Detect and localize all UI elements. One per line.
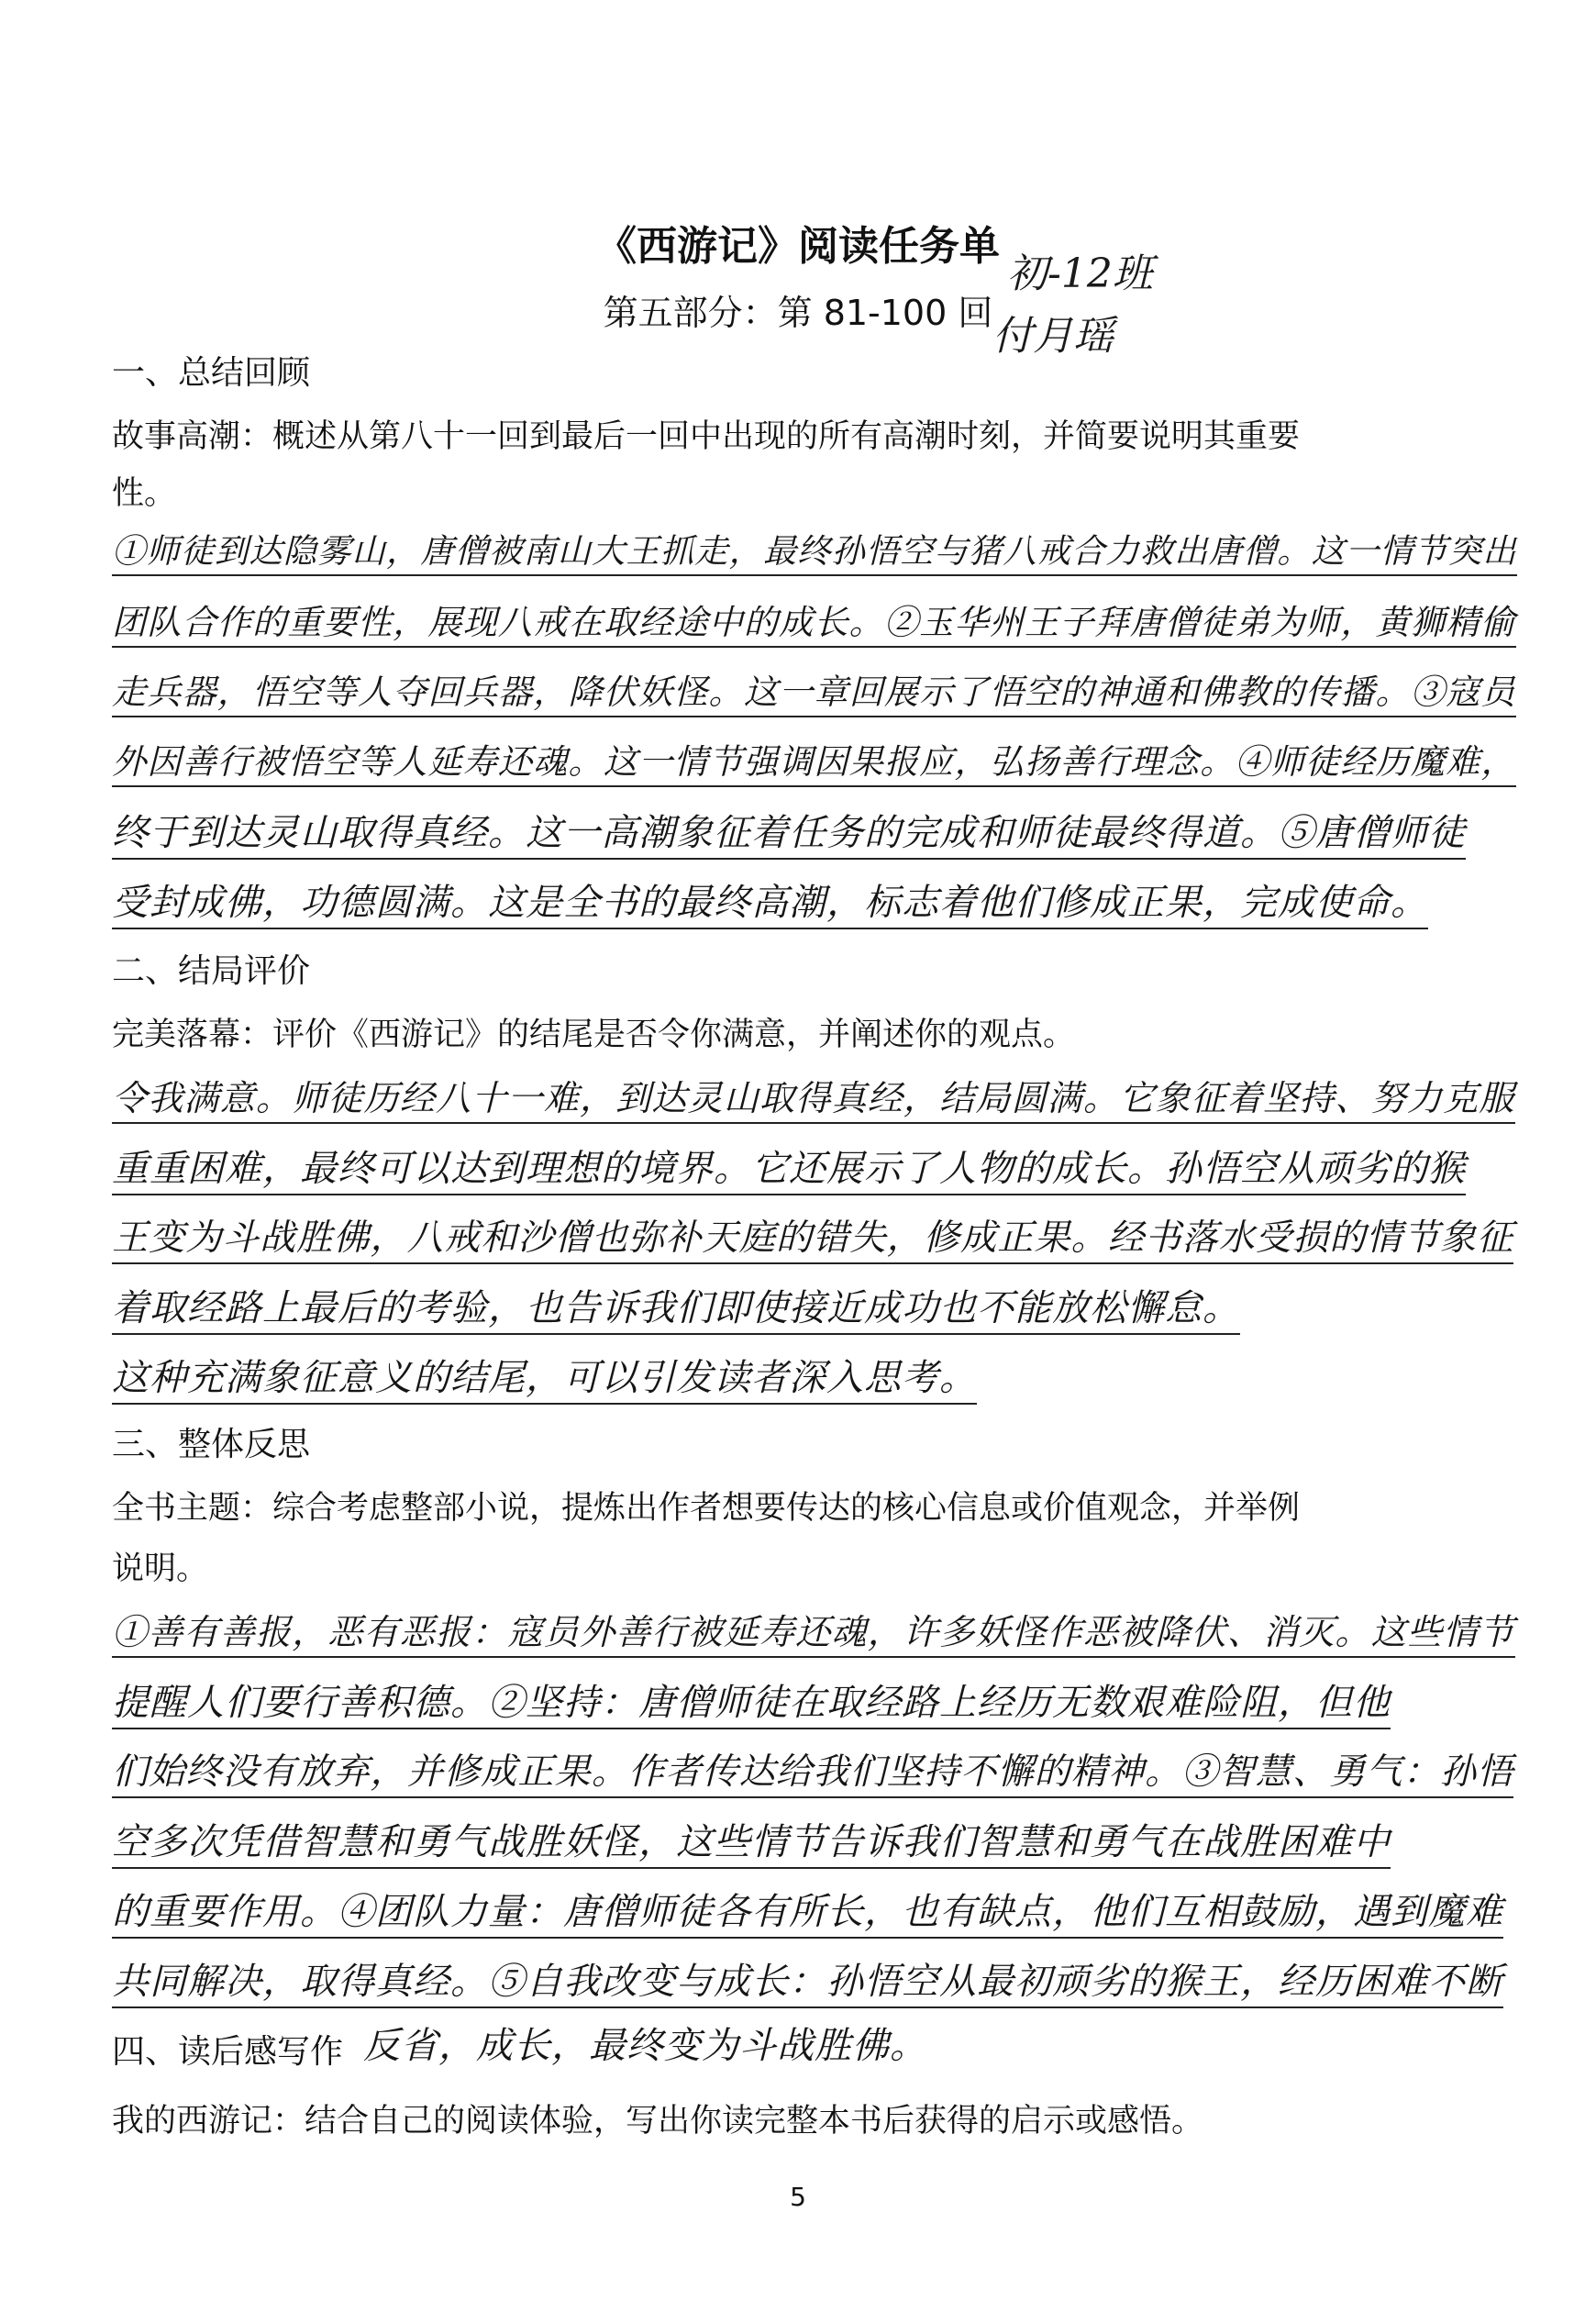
section2-prompt: 完美落幕：评价《西游记》的结尾是否令你满意，并阐述你的观点。 (112, 1017, 1076, 1053)
section3-answer-line: 提醒人们要行善积德。②坚持：唐僧师徒在取经路上经历无数艰难险阻，但他 (112, 1673, 1391, 1729)
student-name: 付月瑶 (992, 313, 1114, 360)
section3-prompt-line2: 说明。 (112, 1551, 209, 1587)
section2-answer-line: 重重困难，最终可以达到理想的境界。它还展示了人物的成长。孙悟空从顽劣的猴 (112, 1139, 1466, 1195)
section2-answer-line: 令我满意。师徒历经八十一难，到达灵山取得真经，结局圆满。它象征着坚持、努力克服 (112, 1070, 1515, 1124)
page-title: 《西游记》阅读任务单 (596, 223, 1000, 270)
page-number: 5 (790, 2182, 806, 2212)
section3-answer-line: 的重要作用。④团队力量：唐僧师徒各有所长，也有缺点，他们互相鼓励，遇到魔难 (112, 1883, 1503, 1939)
section3-answer-line: ①善有善报，恶有恶报：寇员外善行被延寿还魂，许多妖怪作恶被降伏、消灭。这些情节 (112, 1604, 1515, 1658)
section4-prompt: 我的西游记：结合自己的阅读体验，写出你读完整本书后获得的启示或感悟。 (112, 2103, 1204, 2140)
section3-answer-line: 们始终没有放弃，并修成正果。作者传达给我们坚持不懈的精神。③智慧、勇气：孙悟 (112, 1743, 1513, 1798)
section1-prompt-line1: 故事高潮：概述从第八十一回到最后一回中出现的所有高潮时刻，并简要说明其重要 (112, 418, 1301, 455)
section1-answer-line: 走兵器，悟空等人夺回兵器，降伏妖怪。这一章回展示了悟空的神通和佛教的传播。③寇员 (112, 664, 1516, 717)
section2-answer-line: 这种充满象征意义的结尾，可以引发读者深入思考。 (112, 1349, 977, 1405)
section3-answer-line: 共同解决，取得真经。⑤自我改变与成长：孙悟空从最初顽劣的猴王，经历困难不断 (112, 1952, 1503, 2008)
section2-heading: 二、结局评价 (112, 952, 311, 990)
section3-answer-line: 空多次凭借智慧和勇气战胜妖怪，这些情节告诉我们智慧和勇气在战胜困难中 (112, 1813, 1391, 1869)
section4-heading: 四、读后感写作 (112, 2033, 344, 2071)
section1-answer-line: ①师徒到达隐雾山，唐僧被南山大王抓走，最终孙悟空与猪八戒合力救出唐僧。这一情节突出 (112, 525, 1517, 576)
section1-answer-line: 团队合作的重要性，展现八戒在取经途中的成长。②玉华州王子拜唐僧徒弟为师，黄狮精偷 (112, 595, 1516, 648)
section1-answer-line: 终于到达灵山取得真经。这一高潮象征着任务的完成和师徒最终得道。⑤唐僧师徒 (112, 804, 1466, 860)
section3-heading: 三、整体反思 (112, 1426, 311, 1463)
section2-answer-line: 王变为斗战胜佛，八戒和沙僧也弥补天庭的错失，修成正果。经书落水受损的情节象征 (112, 1209, 1513, 1264)
section1-answer-line: 受封成佛，功德圆满。这是全书的最终高潮，标志着他们修成正果，完成使命。 (112, 873, 1428, 929)
section3-answer-tail: 反省，成长，最终变为斗战胜佛。 (363, 2025, 927, 2067)
section1-heading: 一、总结回顾 (112, 354, 311, 392)
section1-prompt-line2: 性。 (112, 475, 177, 512)
section1-answer-line: 外因善行被悟空等人延寿还魂。这一情节强调因果报应，弘扬善行理念。④师徒经历魔难， (112, 734, 1516, 787)
class-note: 初-12班 (1007, 250, 1153, 297)
section3-prompt-line1: 全书主题：综合考虑整部小说，提炼出作者想要传达的核心信息或价值观念，并举例 (112, 1490, 1301, 1527)
section2-answer-line: 着取经路上最后的考验，也告诉我们即使接近成功也不能放松懈怠。 (112, 1279, 1240, 1335)
page-subtitle: 第五部分：第 81-100 回 (603, 293, 993, 333)
